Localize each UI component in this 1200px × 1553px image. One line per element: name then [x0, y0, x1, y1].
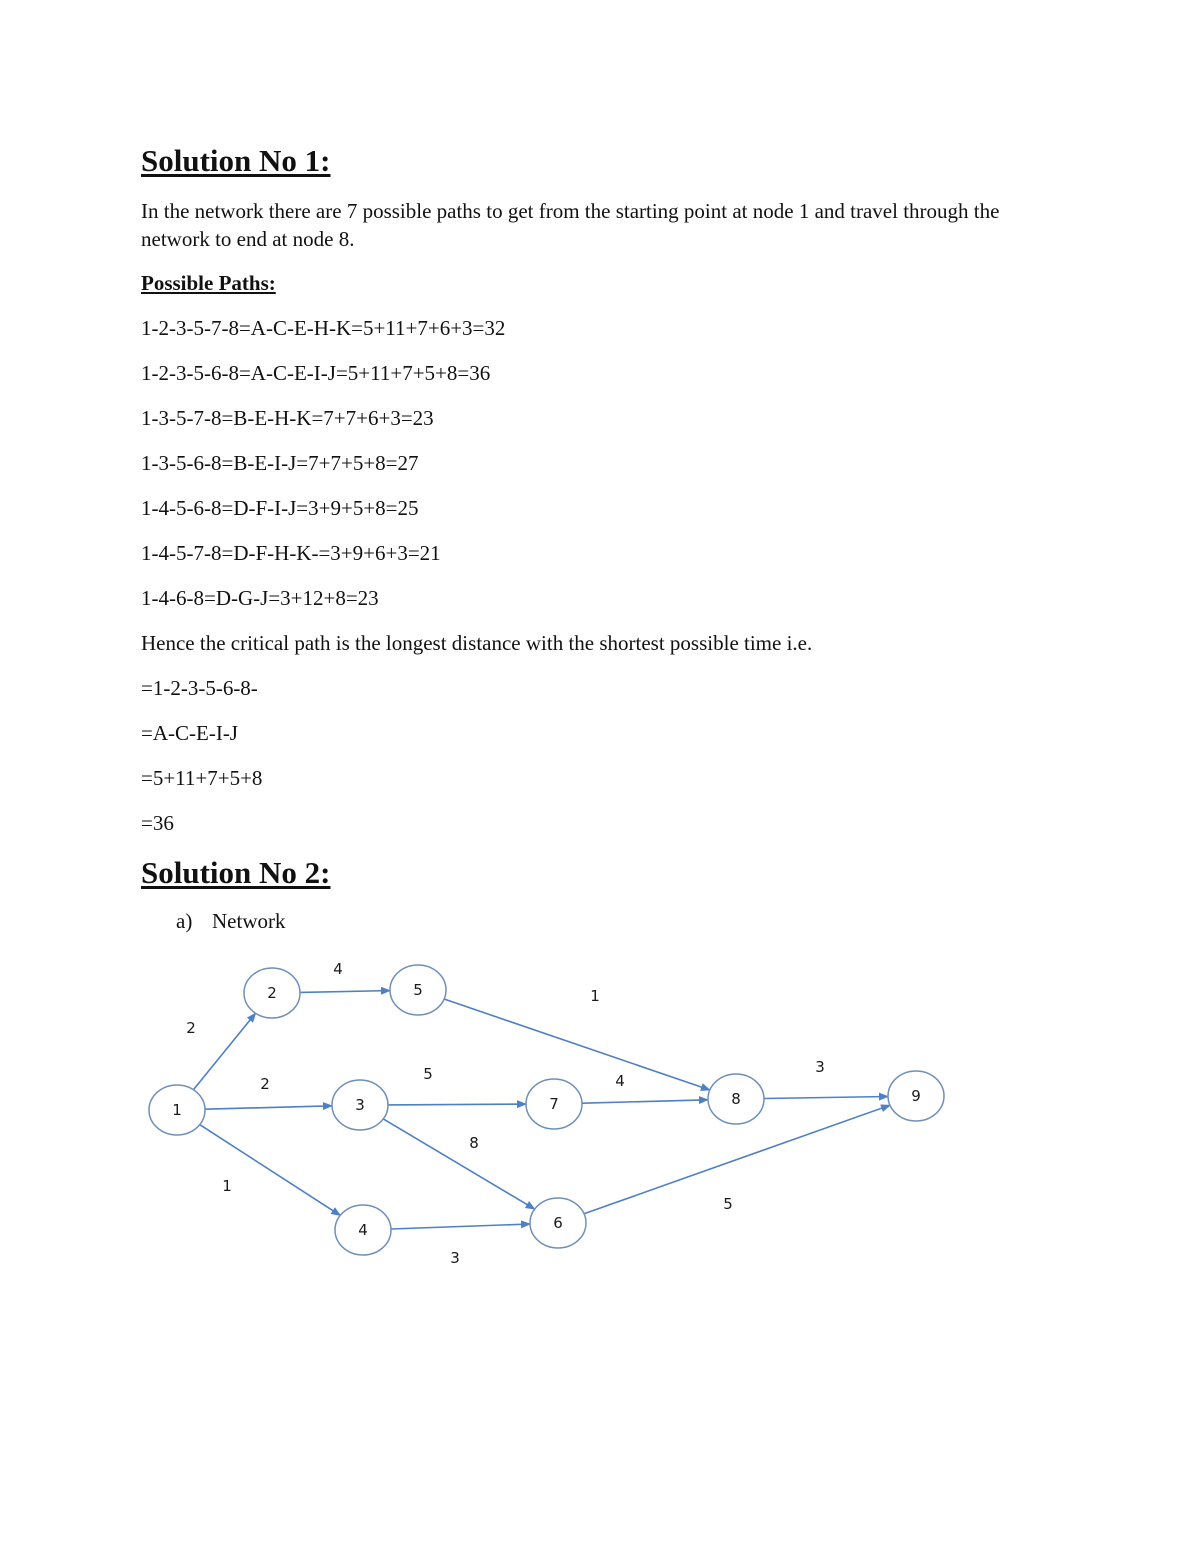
path-line: 1-4-5-6-8=D-F-I-J=3+9+5+8=25 — [141, 496, 419, 520]
node-label: 1 — [172, 1101, 182, 1119]
edge-7-8 — [582, 1100, 708, 1103]
edge-weight-7-8: 4 — [615, 1072, 625, 1090]
critical-path-total: =36 — [141, 811, 174, 835]
edge-weight-3-6: 8 — [469, 1134, 479, 1152]
node-label: 3 — [355, 1096, 365, 1114]
critical-path-activities: =A-C-E-I-J — [141, 721, 238, 745]
path-line: 1-2-3-5-6-8=A-C-E-I-J=5+11+7+5+8=36 — [141, 361, 491, 385]
edge-weight-5-8: 1 — [590, 987, 600, 1005]
node-5 — [390, 965, 446, 1015]
edge-1-3 — [205, 1106, 332, 1109]
list-marker: a) — [176, 909, 193, 933]
node-label: 8 — [731, 1090, 741, 1108]
edge-weight-6-9: 5 — [723, 1195, 733, 1213]
edge-1-2 — [193, 1013, 255, 1090]
edge-weight-8-9: 3 — [815, 1058, 825, 1076]
edge-5-8 — [444, 999, 710, 1090]
edge-weight-4-6: 3 — [450, 1249, 460, 1267]
edge-weight-2-5: 4 — [333, 960, 343, 978]
solution-1-heading: Solution No 1: — [141, 143, 331, 178]
path-line: 1-3-5-7-8=B-E-H-K=7+7+6+3=23 — [141, 406, 434, 430]
edge-1-4 — [200, 1125, 341, 1216]
node-label: 7 — [549, 1095, 559, 1113]
path-line: 1-4-6-8=D-G-J=3+12+8=23 — [141, 586, 379, 610]
edge-3-7 — [388, 1104, 526, 1105]
node-label: 2 — [267, 984, 277, 1002]
edge-weight-3-7: 5 — [423, 1065, 433, 1083]
path-line: 1-3-5-6-8=B-E-I-J=7+7+5+8=27 — [141, 451, 419, 475]
edge-2-5 — [300, 991, 390, 993]
solution-2-heading: Solution No 2: — [141, 855, 331, 890]
node-7 — [526, 1079, 582, 1129]
node-4 — [335, 1205, 391, 1255]
node-8 — [708, 1074, 764, 1124]
path-line: 1-4-5-7-8=D-F-H-K-=3+9+6+3=21 — [141, 541, 441, 565]
edge-weight-1-2: 2 — [186, 1019, 196, 1037]
network-list-item — [176, 909, 285, 934]
edge-weight-1-4: 1 — [222, 1177, 232, 1195]
conclusion-text: Hence the critical path is the longest distance with the shortest possible time i.e. — [141, 631, 813, 655]
node-9 — [888, 1071, 944, 1121]
edge-8-9 — [764, 1097, 888, 1099]
solution-1-intro: In the network there are 7 possible paths to get from the starting point at node 1 and travel through the network to end at node 8. — [141, 199, 1000, 251]
edge-4-6 — [391, 1224, 530, 1229]
network-label: Network — [212, 909, 286, 933]
network-diagram — [0, 940, 1200, 1280]
node-1 — [149, 1085, 205, 1135]
node-label: 5 — [413, 981, 423, 999]
node-label: 6 — [553, 1214, 563, 1232]
node-label: 4 — [358, 1221, 368, 1239]
node-3 — [332, 1080, 388, 1130]
edge-weight-1-3: 2 — [260, 1075, 270, 1093]
critical-path-nodes: =1-2-3-5-6-8- — [141, 676, 258, 700]
node-6 — [530, 1198, 586, 1248]
node-2 — [244, 968, 300, 1018]
edge-3-6 — [383, 1119, 534, 1209]
critical-path-sum: =5+11+7+5+8 — [141, 766, 263, 790]
node-label: 9 — [911, 1087, 921, 1105]
possible-paths-heading: Possible Paths: — [141, 271, 276, 295]
path-line: 1-2-3-5-7-8=A-C-E-H-K=5+11+7+6+3=32 — [141, 316, 506, 340]
